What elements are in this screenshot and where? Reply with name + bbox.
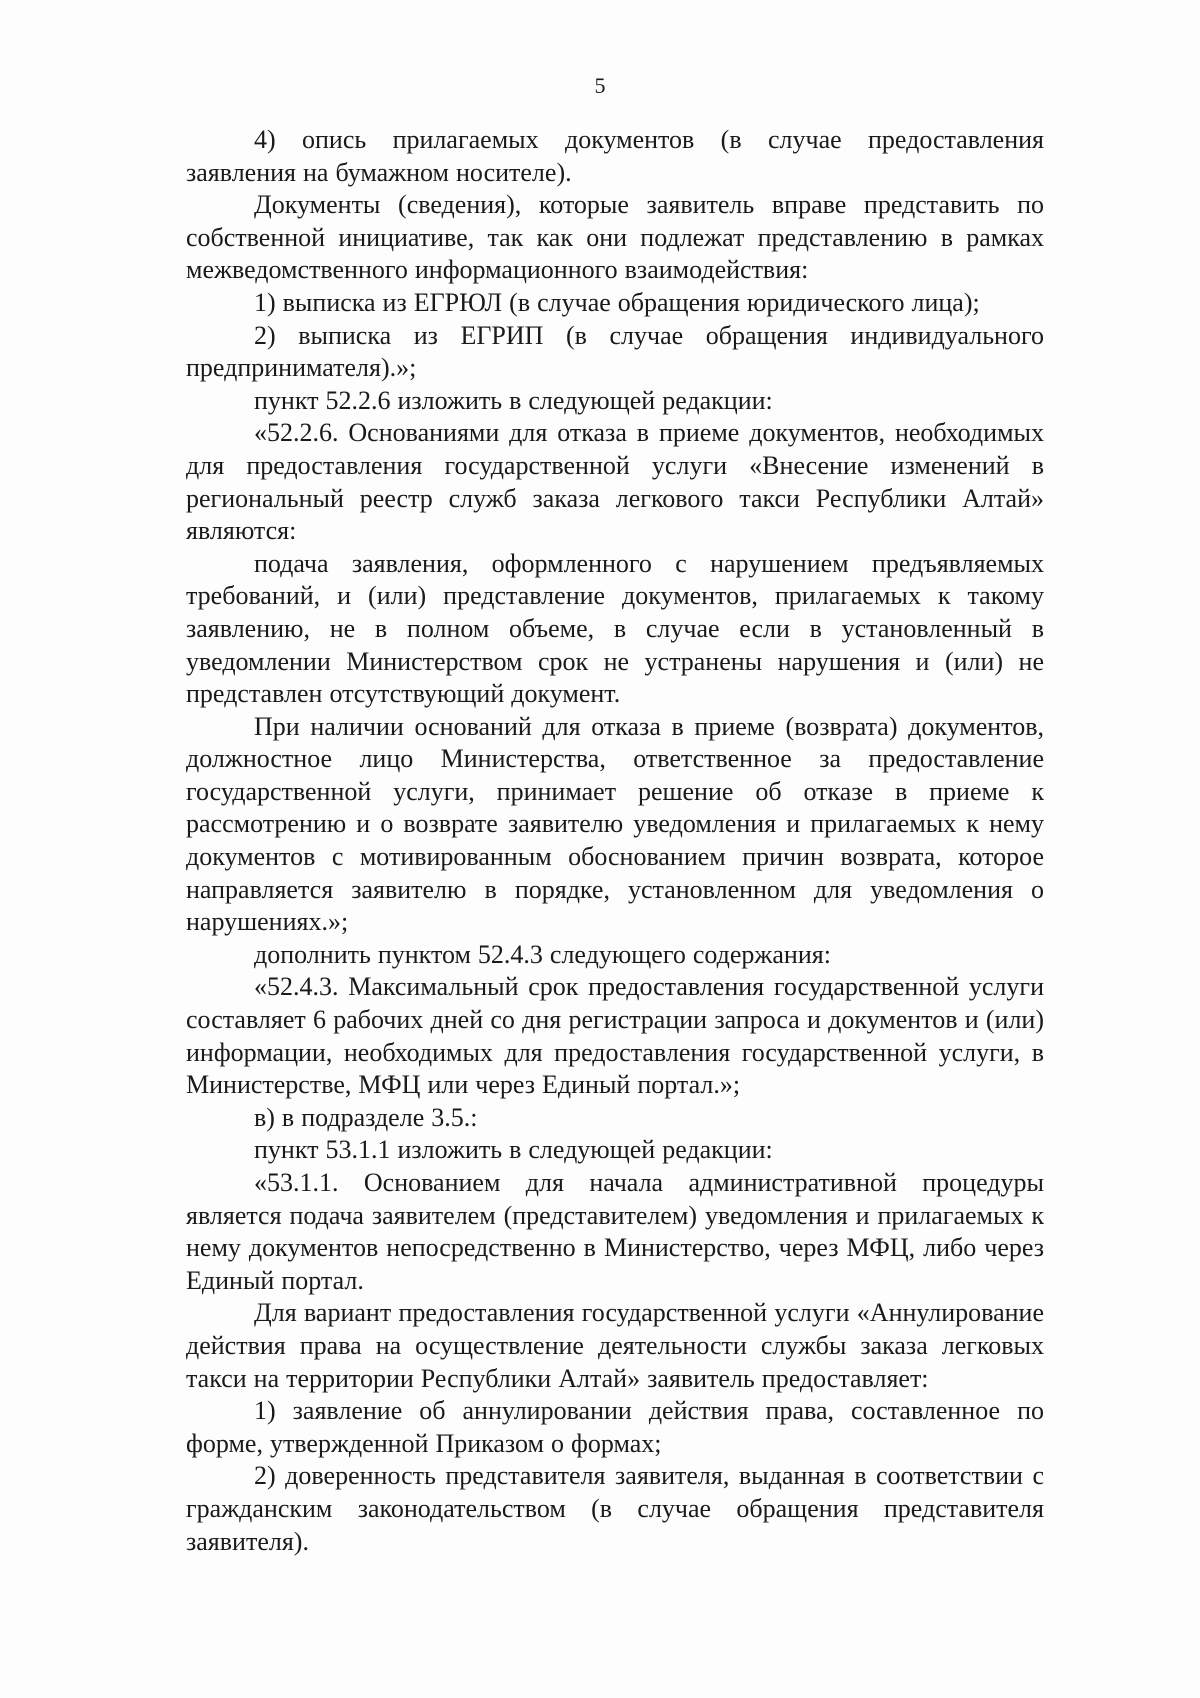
- paragraph: в) в подразделе 3.5.:: [254, 1102, 478, 1132]
- paragraph: 2) выписка из ЕГРИП (в случае обращения индивидуального предпринимателя).»;: [186, 320, 1044, 383]
- paragraph: 1) заявление об аннулировании действия права, составленное по форме, утвержденной Приказом о формах;: [186, 1396, 1044, 1458]
- paragraph: Документы (сведения), которые заявитель вправе представить по собственной инициативе, так как они подлежат представлению в рамках межведомственного информационного взаимодействия:: [186, 190, 1044, 285]
- document-body: [186, 124, 1044, 1558]
- paragraph: 4) опись прилагаемых документов (в случае предоставления заявления на бумажном носителе).: [186, 125, 1044, 187]
- paragraph: подача заявления, оформленного с нарушением предъявляемых требований, и (или) представление документов, прилагаемых к такому заявлению, не в полном объеме, в случае если в установленный в уведомлении Министерством срок не устранены нарушения и (или) не представлен отсутствующий документ.: [186, 548, 1044, 709]
- paragraph: «52.2.6. Основаниями для отказа в приеме документов, необходимых для предоставления государственной услуги «Внесение изменений в региональный реестр служб заказа легкового такси Республики Алтай» являются:: [186, 418, 1044, 546]
- paragraph: При наличии оснований для отказа в приеме (возврата) документов, должностное лицо Министерства, ответственное за предоставление государственной услуги, принимает решение об отказе в приеме к рассмотрению и о возврате заявителю уведомления и прилагаемых к нему документов с мотивированным обоснованием причин возврата, которое направляется заявителю в порядке, установленном для уведомления о нарушениях.»;: [186, 711, 1044, 937]
- page-number: 5: [594, 73, 606, 98]
- paragraph: Для вариант предоставления государственной услуги «Аннулирование действия права на осуществление деятельности службы заказа легковых такси на территории Республики Алтай» заявитель предоставляет:: [186, 1298, 1044, 1393]
- paragraph: пункт 52.2.6 изложить в следующей редакции:: [254, 385, 773, 415]
- paragraph: дополнить пунктом 52.4.3 следующего содержания:: [254, 939, 831, 969]
- paragraph: пункт 53.1.1 изложить в следующей редакции:: [254, 1135, 773, 1165]
- paragraph: «53.1.1. Основанием для начала административной процедуры является подача заявителем (представителем) уведомления и прилагаемых к нему документов непосредственно в Министерство, через МФЦ, либо через Единый портал.: [186, 1168, 1044, 1295]
- paragraph: 2) доверенность представителя заявителя, выданная в соответствии с гражданским законодательством (в случае обращения представителя заявителя).: [186, 1461, 1044, 1556]
- paragraph: 1) выписка из ЕГРЮЛ (в случае обращения юридического лица);: [254, 287, 980, 317]
- paragraph: «52.4.3. Максимальный срок предоставления государственной услуги составляет 6 рабочих дней со дня регистрации запроса и документов и (или) информации, необходимых для предоставления государственной услуги, в Министерстве, МФЦ или через Единый портал.»;: [186, 972, 1044, 1100]
